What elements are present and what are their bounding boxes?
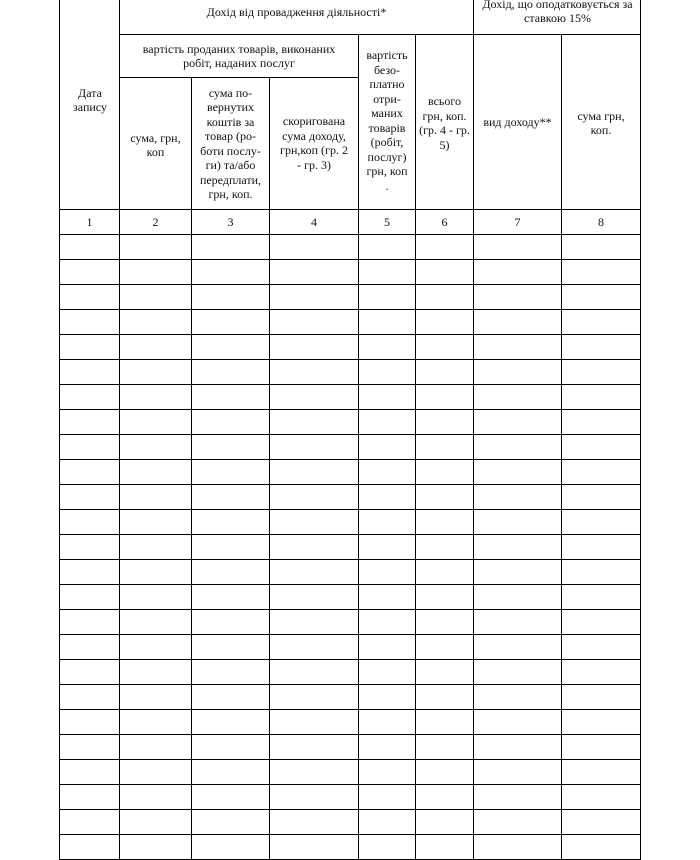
- table-row: [59, 260, 641, 285]
- table-row: [59, 560, 641, 585]
- header-sold-value: вартість проданих товарів, виконаних робіт, наданих послуг: [142, 41, 336, 70]
- table-row: [59, 435, 641, 460]
- header-returned: сума по-вернутих коштів за товар (ро-боти послу-ги) та/або передплати, грн, коп.: [199, 85, 262, 201]
- table-row: [59, 485, 641, 510]
- header-free-value: вартість безо-платно отри-маних товарів (робіт, послуг) грн, коп .: [366, 48, 408, 193]
- table-row: [59, 835, 641, 860]
- table-row: [59, 735, 641, 760]
- table-row: [59, 535, 641, 560]
- table-row: [59, 460, 641, 485]
- table-row: [59, 810, 641, 835]
- header-amount: сума, грн, коп: [130, 130, 181, 159]
- table-row: [59, 585, 641, 610]
- header-total: всього грн, коп. (гр. 4 - гр. 5): [419, 94, 470, 152]
- column-number: 1: [86, 214, 93, 229]
- table-row: [59, 710, 641, 735]
- table-row: [59, 385, 641, 410]
- table-row: [59, 685, 641, 710]
- table-row: [59, 610, 641, 635]
- header-kind: вид доходу**: [483, 114, 552, 129]
- column-number: 8: [598, 214, 604, 229]
- table-row: [59, 410, 641, 435]
- table-row: [59, 235, 641, 260]
- table-row: [59, 660, 641, 685]
- table-row: [59, 760, 641, 785]
- header-adjusted: скоригована сума доходу, грн,коп (гр. 2 - гр. 3): [280, 114, 348, 172]
- header-taxed-group: Дохід, що оподатковується за ставкою 15%: [482, 0, 633, 25]
- header-date: Дата запису: [73, 85, 107, 114]
- column-number: 4: [311, 214, 317, 229]
- table-row: [59, 510, 641, 535]
- table-row: [59, 785, 641, 810]
- header-rule: [119, 34, 641, 35]
- header-tax-sum: сума грн, коп.: [577, 108, 625, 137]
- table-row: [59, 285, 641, 310]
- column-number: 7: [514, 214, 521, 229]
- table-row: [59, 310, 641, 335]
- column-number: 3: [227, 214, 234, 229]
- table-row: [59, 635, 641, 660]
- header-income-group: Дохід від провадження діяльності*: [206, 4, 387, 19]
- column-number: 6: [441, 214, 448, 229]
- column-number: 2: [152, 214, 159, 229]
- header-rule: [119, 77, 359, 78]
- column-number: 5: [384, 214, 390, 229]
- table-row: [59, 335, 641, 360]
- table-row: [59, 360, 641, 385]
